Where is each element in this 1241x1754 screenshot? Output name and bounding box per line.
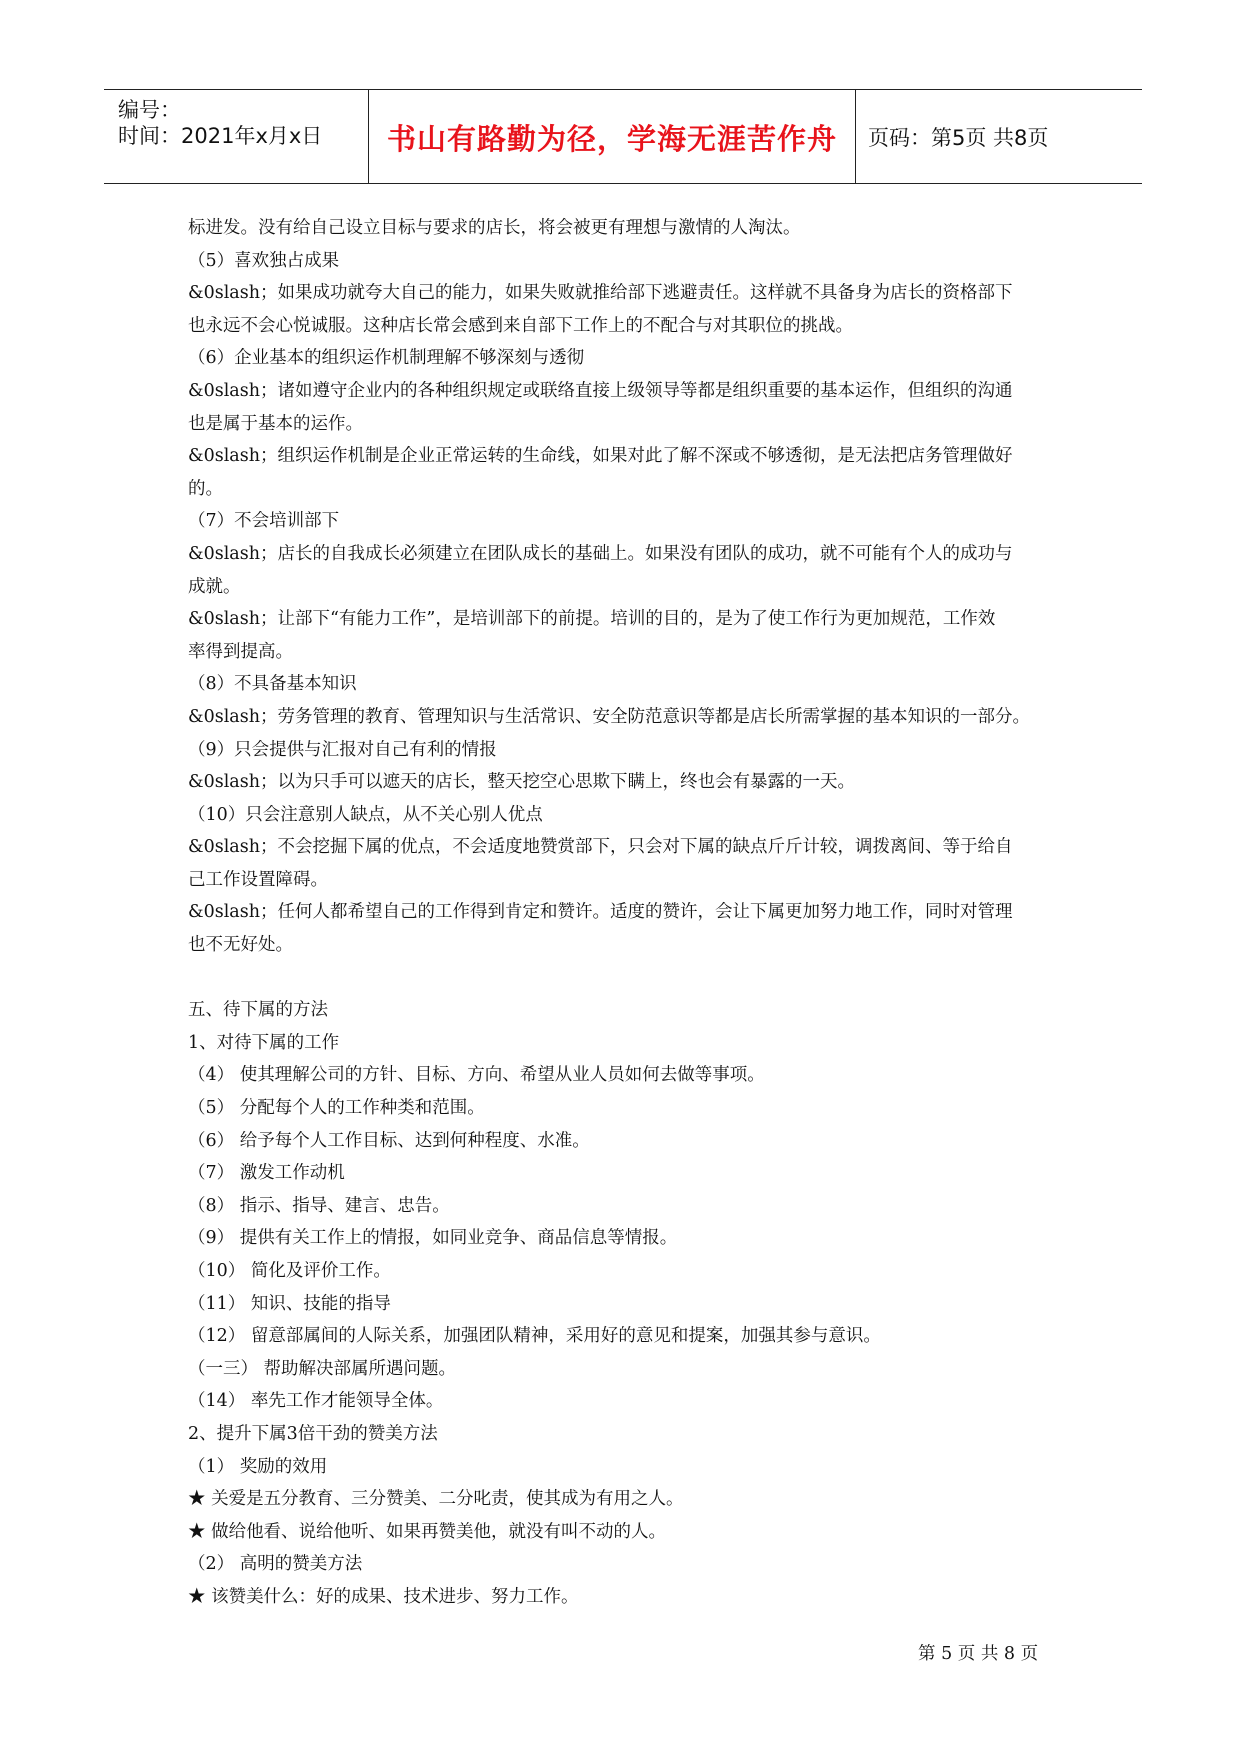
text-line: 标进发。没有给自己设立目标与要求的店长，将会被更有理想与激情的人淘汰。 bbox=[188, 218, 801, 238]
text-line: 2、提升下属3倍干劲的赞美方法 bbox=[188, 1423, 438, 1444]
text-line: （10） 简化及评价工作。 bbox=[188, 1261, 391, 1281]
text-line: （10）只会注意别人缺点，从不关心别人优点 bbox=[188, 804, 543, 825]
text-line: （一三） 帮助解决部属所遇问题。 bbox=[188, 1358, 457, 1379]
text-line: 也永远不会心悦诚服。这种店长常会感到来自部下工作上的不配合与对其职位的挑战。 bbox=[188, 315, 853, 336]
document-number-label: 编号： bbox=[118, 98, 181, 122]
text-line: （2） 高明的赞美方法 bbox=[188, 1554, 363, 1575]
text-line: 的。 bbox=[188, 478, 223, 499]
text-line: （6）企业基本的组织运作机制理解不够深刻与透彻 bbox=[188, 348, 585, 369]
text-line: 率得到提高。 bbox=[188, 641, 293, 662]
text-line: （1） 奖励的效用 bbox=[188, 1456, 328, 1477]
text-line: 五、待下属的方法 bbox=[188, 1000, 328, 1021]
header-table bbox=[104, 89, 1142, 184]
text-line: &0slash；如果成功就夸大自己的能力，如果失败就推给部下逃避责任。这样就不具备身为店长的资格部下 bbox=[188, 283, 1013, 304]
text-line: &0slash；让部下“有能力工作”，是培训部下的前提。培训的目的，是为了使工作行为更加规范，工作效 bbox=[188, 609, 996, 630]
text-line: （7） 激发工作动机 bbox=[188, 1163, 345, 1184]
text-line: &0slash；店长的自我成长必须建立在团队成长的基础上。如果没有团队的成功，就不可能有个人的成功与 bbox=[188, 543, 1013, 564]
header-right-cell bbox=[856, 90, 1142, 183]
text-line: &0slash；组织运作机制是企业正常运转的生命线，如果对此了解不深或不够透彻，是无法把店务管理做好 bbox=[188, 446, 1013, 467]
text-line: （8） 指示、指导、建言、忠告。 bbox=[188, 1195, 450, 1216]
text-line: （4） 使其理解公司的方针、目标、方向、希望从业人员如何去做等事项。 bbox=[188, 1065, 765, 1086]
text-line: （5） 分配每个人的工作种类和范围。 bbox=[188, 1098, 485, 1119]
header-motto: 书山有路勤为径，学海无涯苦作舟 bbox=[386, 122, 837, 156]
text-line: ★ 该赞美什么：好的成果、技术进步、努力工作。 bbox=[188, 1586, 579, 1607]
text-line: 也是属于基本的运作。 bbox=[188, 413, 363, 434]
text-line: （9） 提供有关工作上的情报，如同业竞争、商品信息等情报。 bbox=[188, 1228, 678, 1249]
text-line: （7）不会培训部下 bbox=[188, 511, 340, 532]
text-line: &0slash；以为只手可以遮天的店长，整天挖空心思欺下瞒上，终也会有暴露的一天。 bbox=[188, 772, 855, 793]
page-footer: 第 5 页 共 8 页 bbox=[918, 1644, 1039, 1664]
text-line: 成就。 bbox=[188, 576, 241, 597]
header-page-label: 页码：第5页 共8页 bbox=[868, 126, 1049, 150]
text-line: &0slash；任何人都希望自己的工作得到肯定和赞许。适度的赞许，会让下属更加努力地工作，同时对管理 bbox=[188, 902, 1013, 923]
document-time-label: 时间：2021年x月x日 bbox=[118, 124, 323, 148]
text-line: 己工作设置障碍。 bbox=[188, 869, 328, 890]
blank-line bbox=[188, 962, 1068, 995]
text-line: &0slash；诸如遵守企业内的各种组织规定或联络直接上级领导等都是组织重要的基本运作，但组织的沟通 bbox=[188, 380, 1013, 401]
text-line: （9）只会提供与汇报对自己有利的情报 bbox=[188, 739, 497, 760]
text-line: ★ 做给他看、说给他听、如果再赞美他，就没有叫不动的人。 bbox=[188, 1521, 667, 1542]
document-body bbox=[188, 212, 1068, 1614]
text-line: ★ 关爱是五分教育、三分赞美、二分叱责，使其成为有用之人。 bbox=[188, 1489, 684, 1510]
text-line: 1、对待下属的工作 bbox=[188, 1032, 340, 1053]
header-center-cell bbox=[368, 90, 856, 183]
text-line: （8）不具备基本知识 bbox=[188, 674, 357, 695]
text-line: 也不无好处。 bbox=[188, 935, 293, 956]
text-line: （14） 率先工作才能领导全体。 bbox=[188, 1391, 444, 1412]
text-line: （12） 留意部属间的人际关系，加强团队精神，采用好的意见和提案，加强其参与意识。 bbox=[188, 1326, 881, 1347]
header-left-cell bbox=[104, 90, 368, 183]
text-line: &0slash；劳务管理的教育、管理知识与生活常识、安全防范意识等都是店长所需掌握的基本知识的一部分。 bbox=[188, 706, 1030, 727]
text-line: （11） 知识、技能的指导 bbox=[188, 1293, 391, 1314]
text-line: &0slash；不会挖掘下属的优点，不会适度地赞赏部下，只会对下属的缺点斤斤计较，调拨离间、等于给自 bbox=[188, 837, 1013, 858]
text-line: （6） 给予每个人工作目标、达到何种程度、水准。 bbox=[188, 1130, 590, 1151]
text-line: （5）喜欢独占成果 bbox=[188, 250, 340, 271]
